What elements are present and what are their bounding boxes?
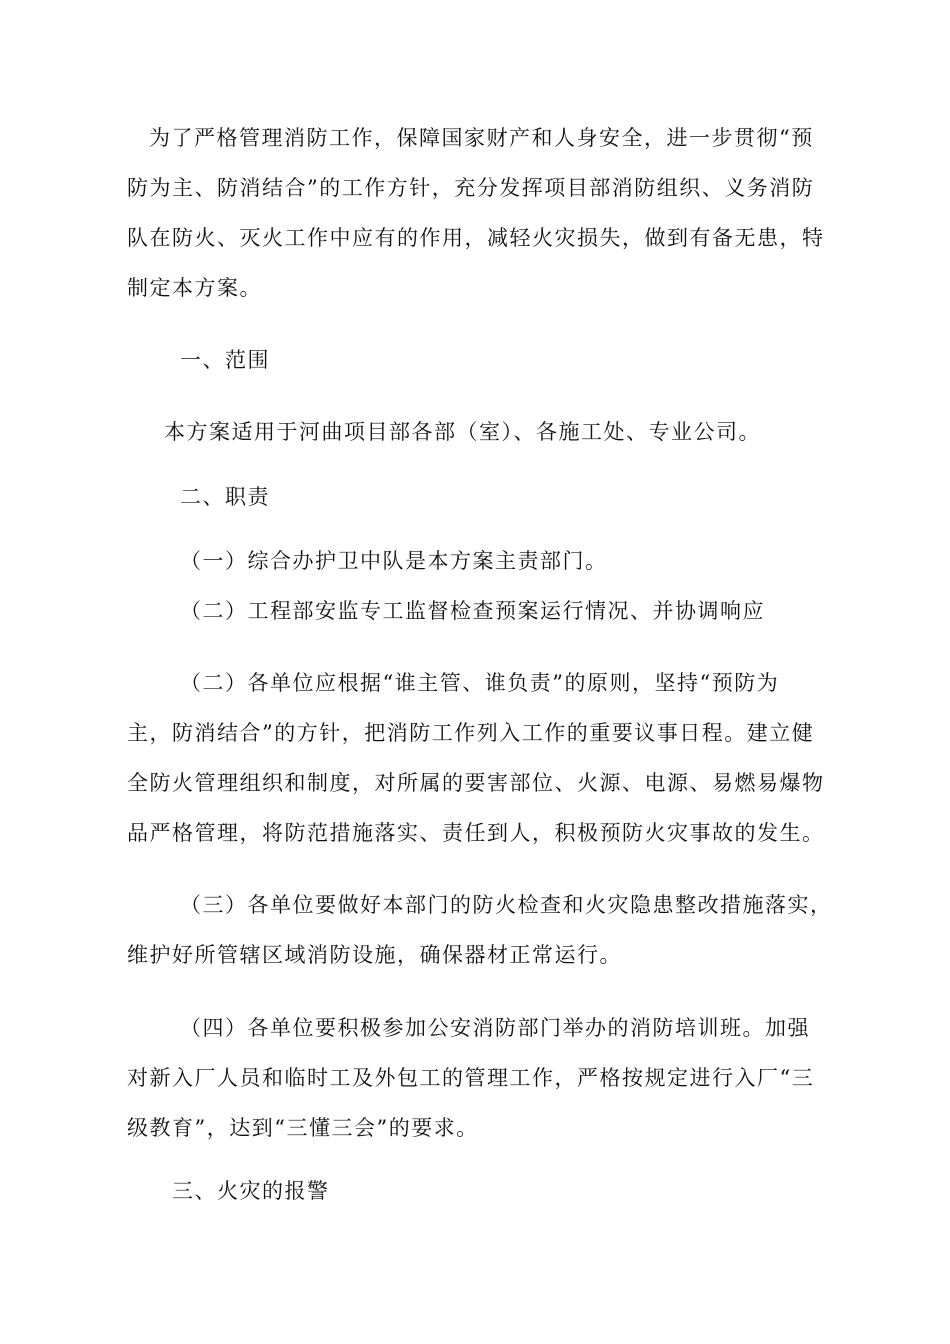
section-heading-duties: 二、职责 [180,485,270,509]
duty-line: 对新入厂人员和临时工及外包工的管理工作，严格按规定进行入厂“三 [127,1066,815,1090]
intro-line: 防为主、防消结合”的工作方针，充分发挥项目部消防组织、义务消防 [127,176,815,200]
duty-item-4 [127,880,833,980]
intro-line: 队在防火、灭火工作中应有的作用，减轻火灾损失，做到有备无患，特 [127,226,825,250]
duty-line: 主，防消结合”的方针，把消防工作列入工作的重要议事日程。建立健 [127,721,815,745]
intro-paragraph [127,113,827,313]
duty-line: 全防火管理组织和制度，对所属的要害部位、火源、电源、易燃易爆物 [127,771,825,795]
intro-line: 为了严格管理消防工作，保障国家财产和人身安全，进一步贯彻“预 [149,126,814,150]
section-heading-scope: 一、范围 [180,348,270,372]
duty-item-3 [127,658,827,858]
duty-item-1: （一）综合办护卫中队是本方案主责部门。 [180,549,608,573]
duty-line: （二）各单位应根据“谁主管、谁负责”的原则，坚持“预防为 [180,671,780,695]
intro-line: 制定本方案。 [127,276,262,300]
duty-item-2: （二）工程部安监专工监督检查预案运行情况、并协调响应 [180,599,765,623]
duty-line: （三）各单位要做好本部门的防火检查和火灾隐患整改措施落实， [180,893,833,917]
scope-text: 本方案适用于河曲项目部各部（室）、各施工处、专业公司。 [164,420,761,444]
duty-line: 维护好所管辖区域消防设施，确保器材正常运行。 [127,943,622,967]
duty-item-5 [127,1003,827,1153]
duty-line: 品严格管理，将防范措施落实、责任到人，积极预防火灾事故的发生。 [127,821,825,845]
duty-line: （四）各单位要积极参加公安消防部门举办的消防培训班。加强 [180,1016,810,1040]
section-heading-fire-alarm: 三、火灾的报警 [172,1179,330,1203]
duty-line: 级教育”，达到“三懂三会”的要求。 [127,1116,479,1140]
